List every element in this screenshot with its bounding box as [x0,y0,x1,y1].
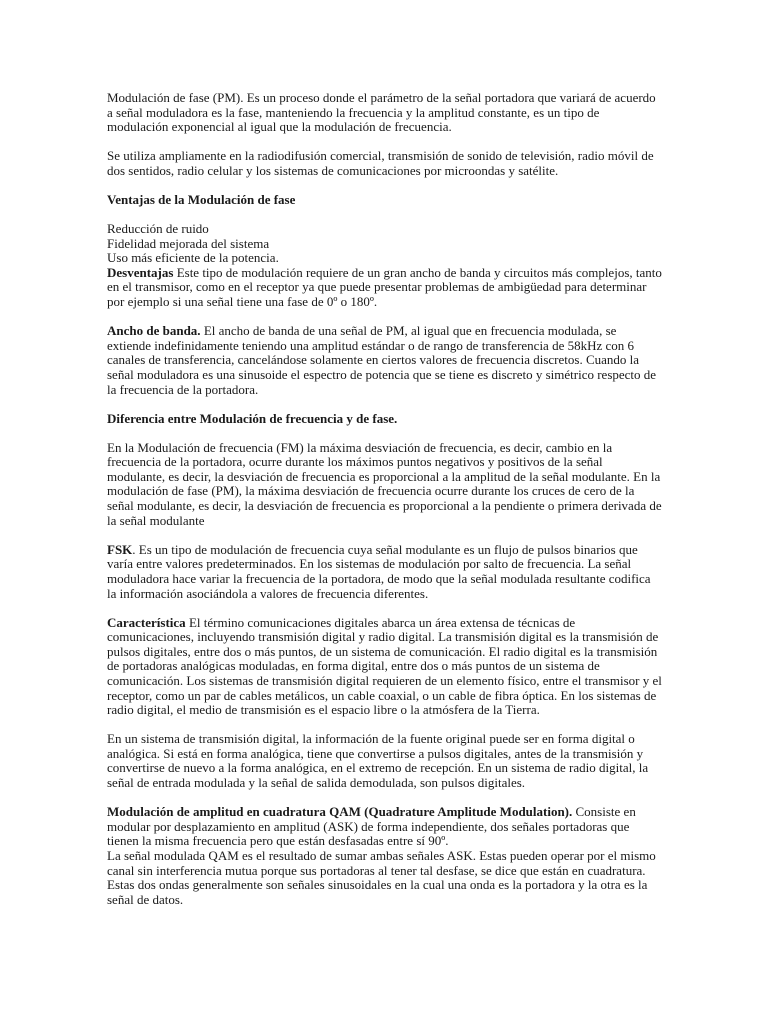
paragraph-fsk [107,543,662,601]
paragraph-pm-intro: Modulación de fase (PM). Es un proceso donde el parámetro de la señal portadora que variará de acuerdo a señal moduladora es la fase, manteniendo la frecuencia y la amplitud constante, es un tipo de modulación exponencial al igual que la modulación de frecuencia. [107,90,656,135]
ventaja-item: Uso más eficiente de la potencia. [107,250,279,266]
caracteristica-label: Característica [107,614,186,630]
heading-ventajas: Ventajas de la Modulación de fase [107,191,296,207]
desventajas-label: Desventajas [107,264,174,280]
paragraph-sistema-digital: En un sistema de transmisión digital, la información de la fuente original puede ser en forma digital o analógica. Si está en forma analógica, tiene que convertirse a pulsos digitales, antes de la transmisión y convertirse de nuevo a la forma analógica, en el extremo de recepción. En un sistema de radio digital, la señal de entrada modulada y la señal de salida demodulada, son pulsos digitales. [107,731,649,791]
paragraph-ancho-banda [107,324,662,397]
fsk-label: FSK [107,541,133,557]
document-body [107,91,662,907]
fsk-text: . Es un tipo de modulación de frecuencia cuya señal modulante es un flujo de pulsos binarios que varía entre valores predeterminados. En los sistemas de modulación por salto de frecuencia. La señal moduladora hace variar la frecuencia de la portadora, de modo que la señal modulada resultante codifica la información asociándola a valores de frecuencia diferentes. [107,541,651,601]
ventajas-list [107,222,662,266]
desventajas-text: Este tipo de modulación requiere de un gran ancho de banda y circuitos más complejos, tanto en el transmisor, como en el receptor ya que puede presentar problemas de ambigüedad para determinar por ejemplo si una señal tiene una fase de 0º o 180º. [107,264,662,310]
paragraph-pm-uses: Se utiliza ampliamente en la radiodifusión comercial, transmisión de sonido de televisión, radio móvil de dos sentidos, radio celular y los sistemas de comunicaciones por microondas y satélite. [107,148,654,178]
paragraph-desventajas [107,266,662,310]
paragraph-qam-detail: La señal modulada QAM es el resultado de sumar ambas señales ASK. Estas pueden operar por el mismo canal sin interferencia mutua porque sus portadoras al tener tal desfase, se dice que están en cuadratura. Estas dos ondas generalmente son señales sinusoidales en la cual una onda es la portadora y la otra es la señal de datos. [107,847,656,907]
ancho-banda-label: Ancho de banda. [107,323,201,339]
paragraph-qam [107,805,662,849]
qam-text: Consiste en modular por desplazamiento en amplitud (ASK) de forma independiente, dos señales portadoras que tienen la misma frecuencia pero que están desfasadas entre sí 90º. [107,804,636,849]
caracteristica-text: El término comunicaciones digitales abarca un área extensa de técnicas de comunicaciones, incluyendo transmisión digital y radio digital. La transmisión digital es la transmisión de pulsos digitales, entre dos o más puntos, de un sistema de comunicación. El radio digital es la transmisión de portadoras analógicas moduladas, en forma digital, entre dos o más puntos de un sistema de comunicación. Los sistemas de transmisión digital requieren de un elemento físico, entre el transmisor y el receptor, como un par de cables metálicos, un cable coaxial, o un cable de fibra óptica. En los sistemas de radio digital, el medio de transmisión es el espacio libre o la atmósfera de la Tierra. [107,614,662,718]
paragraph-diferencia: En la Modulación de frecuencia (FM) la máxima desviación de frecuencia, es decir, cambio en la frecuencia de la portadora, ocurre durante los máximos puntos negativos y positivos de la señal modulante, es decir, la desviación de frecuencia es proporcional a la amplitud de la señal modulante. En la modulación de fase (PM), la máxima desviación de frecuencia ocurre durante los cruces de cero de la señal modulante, es decir, la desviación de frecuencia es proporcional a la pendiente o primera derivada de la señal modulante [107,439,662,528]
heading-diferencia: Diferencia entre Modulación de frecuencia y de fase. [107,410,398,426]
ancho-banda-text: El ancho de banda de una señal de PM, al igual que en frecuencia modulada, se extiende indefinidamente teniendo una amplitud estándar o de rango de transferencia de 58kHz con 6 canales de transferencia, cancelándose solamente en ciertos valores de frecuencia discretos. Cuando la señal moduladora es una sinusoide el espectro de potencia que se tiene es discreto y simétrico respecto de la frecuencia de la portadora. [107,323,657,397]
paragraph-caracteristica [107,616,662,718]
ventaja-item: Fidelidad mejorada del sistema [107,235,270,251]
qam-label: Modulación de amplitud en cuadratura QAM (Quadrature Amplitude Modulation). [107,804,573,820]
ventaja-item: Reducción de ruido [107,221,209,237]
